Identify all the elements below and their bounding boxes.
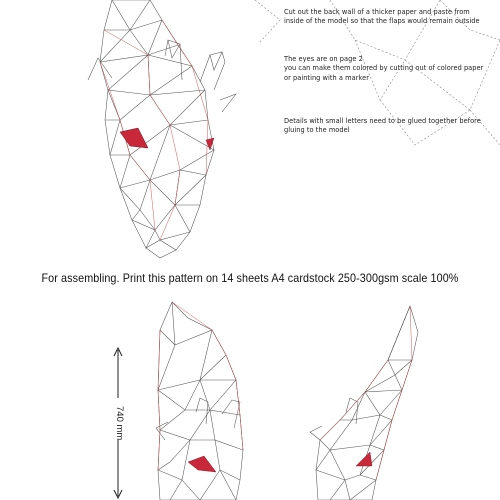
instructions-details bbox=[284, 117, 484, 136]
instructions-block bbox=[284, 8, 484, 27]
eye-left-top bbox=[120, 128, 148, 148]
fold-lines-bottom-right bbox=[320, 306, 412, 480]
giraffe-full-right bbox=[310, 306, 418, 500]
eye-bottom-left bbox=[188, 456, 216, 472]
dimension-label: 740 mm bbox=[114, 406, 125, 441]
instruction-eyes-line2: you can make them colored by cutting out of colored paper or painting with a marker bbox=[284, 64, 484, 82]
eye-bottom-right bbox=[356, 452, 372, 466]
instruction-eyes-line1: The eyes are on page 2 bbox=[284, 55, 363, 63]
giraffe-head-front-view bbox=[88, 0, 236, 258]
print-caption: For assembling. Print this pattern on 14 sheets A4 cardstock 250-300gsm scale 100% bbox=[41, 272, 459, 285]
instruction-details: Details with small letters need to be glued together before gluing to the model bbox=[284, 117, 481, 135]
instruction-back-wall: Cut out the back wall of a thicker paper and paste from inside of the model so that the flaps would remain outside bbox=[284, 8, 480, 26]
fold-lines-bottom-left bbox=[158, 302, 243, 470]
instructions-eyes bbox=[284, 55, 484, 83]
